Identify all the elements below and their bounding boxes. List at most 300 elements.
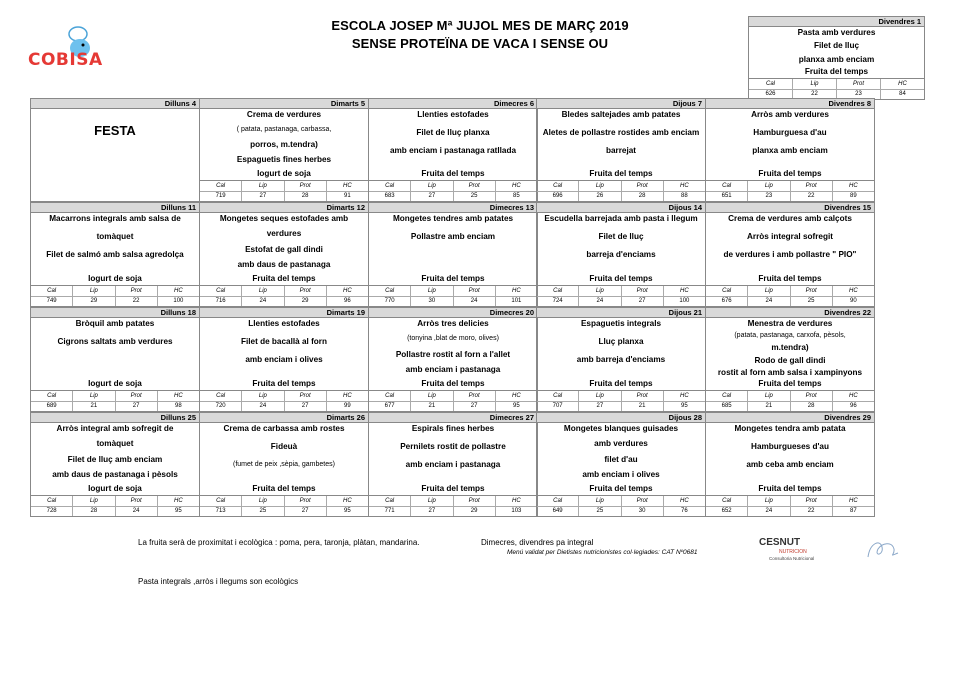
- menu-dish: Fruita del temps: [421, 379, 485, 388]
- nutrition-value: 26: [579, 191, 621, 201]
- day-header: Dimarts 19: [200, 308, 368, 318]
- nutrition-value: 29: [285, 296, 327, 306]
- nutrition-label: Lip: [579, 286, 621, 296]
- nutrition-label: Prot: [622, 391, 664, 401]
- nutrition-label: Prot: [285, 496, 327, 506]
- nutrition-label: Prot: [116, 496, 158, 506]
- nutrition-value: 84: [899, 91, 906, 97]
- nutrition-value: 101: [511, 298, 522, 304]
- day-header: Dimecres 6: [369, 99, 537, 109]
- nutrition-value: 719: [200, 191, 242, 201]
- menu-dish: Fruita del temps: [589, 379, 653, 388]
- nutrition-value: 696: [537, 191, 579, 201]
- menu-dish: amb verdures: [594, 439, 648, 449]
- nutrition-value: 749: [31, 296, 73, 306]
- nutrition-value: 713: [200, 506, 242, 516]
- menu-dish: tomàquet: [96, 232, 134, 241]
- nutrition-label: Cal: [706, 181, 748, 191]
- nutrition-value: 23: [748, 191, 790, 201]
- menu-dish: Arròs integral amb sofregit de: [56, 424, 174, 433]
- day-header: Dijous 28: [537, 413, 705, 423]
- cesnut-logo: [755, 533, 825, 567]
- day-cell-d28: [536, 412, 706, 517]
- nutrition-value: 25: [579, 506, 621, 516]
- nutrition-value: 30: [622, 506, 664, 516]
- nutrition-label: HC: [898, 81, 907, 87]
- nutrition-table: [369, 495, 537, 516]
- nutrition-value: 21: [73, 401, 115, 411]
- nutrition-value: 27: [285, 506, 327, 516]
- nutrition-label: Prot: [622, 286, 664, 296]
- nutrition-value: 685: [706, 401, 748, 411]
- nutrition-value: 22: [791, 191, 833, 201]
- nutrition-value: 24: [242, 401, 284, 411]
- nutrition-value: 25: [454, 191, 496, 201]
- nutrition-table: [200, 180, 368, 201]
- cesnut-logo-sub2: Consultoria Nutricional: [769, 556, 815, 561]
- nutrition-value: 651: [706, 191, 748, 201]
- nutrition-label: HC: [174, 393, 183, 399]
- nutrition-label: Prot: [285, 391, 327, 401]
- nutrition-value: 95: [344, 508, 351, 514]
- nutrition-label: HC: [849, 183, 858, 189]
- nutrition-table: [537, 390, 705, 411]
- day-header: Dijous 21: [537, 308, 705, 318]
- nutrition-label: HC: [680, 183, 689, 189]
- nutrition-label: HC: [849, 393, 858, 399]
- nutrition-value: 103: [511, 508, 522, 514]
- menu-dish: Pollastre rostit al forn a l'allet: [395, 349, 511, 359]
- menu-dish: Fideuà: [270, 442, 298, 451]
- nutrition-value: 683: [369, 191, 411, 201]
- menu-dish: Fruita del temps: [252, 484, 316, 493]
- menu-dish: Espaguetis integrals: [580, 319, 662, 328]
- nutrition-value: 24: [454, 296, 496, 306]
- nutrition-label: HC: [343, 393, 352, 399]
- nutrition-value: 22: [793, 89, 837, 99]
- nutrition-label: HC: [512, 183, 521, 189]
- menu-dish: Crema de carbassa amb rostes: [223, 424, 345, 433]
- holiday-label: FESTA: [94, 123, 136, 138]
- nutrition-table: [31, 495, 199, 516]
- nutrition-label: Lip: [242, 496, 284, 506]
- nutrition-value: 87: [850, 508, 857, 514]
- nutrition-label: Prot: [791, 286, 833, 296]
- menu-dish: Lluç planxa: [598, 337, 644, 346]
- nutrition-value: 27: [622, 296, 664, 306]
- menu-dish: Llenties estofades: [417, 110, 489, 119]
- nutrition-value: 100: [679, 298, 690, 304]
- nutrition-value: 652: [706, 506, 748, 516]
- menu-dish: Crema de verdures: [246, 110, 322, 119]
- day-header: Dimarts 26: [200, 413, 368, 423]
- nutrition-label: Prot: [791, 391, 833, 401]
- nutrition-value: 29: [73, 296, 115, 306]
- day-header: Dimarts 5: [200, 99, 368, 109]
- nutrition-table: [369, 180, 537, 201]
- day-cell-d20: [368, 307, 538, 412]
- nutrition-label: Prot: [454, 286, 496, 296]
- nutrition-label: Lip: [242, 181, 284, 191]
- nutrition-label: Cal: [537, 496, 579, 506]
- nutrition-value: 95: [681, 403, 688, 409]
- menu-dish: Filet de lluç planxa: [416, 128, 490, 137]
- page-title: ESCOLA JOSEP Mª JUJOL MES DE MARÇ 2019: [331, 18, 629, 33]
- menu-dish: Menestra de verdures: [747, 319, 833, 328]
- menu-dish: Iogurt de soja: [88, 379, 142, 388]
- nutrition-value: 91: [344, 193, 351, 199]
- day-header: Dilluns 18: [31, 308, 199, 318]
- nutrition-label: HC: [849, 288, 858, 294]
- nutrition-table: [200, 285, 368, 306]
- nutrition-value: 98: [175, 403, 182, 409]
- menu-dish: Aletes de pollastre rostides amb enciam: [542, 128, 700, 137]
- nutrition-value: 770: [369, 296, 411, 306]
- day-cell-d15: [705, 202, 875, 307]
- menu-dish: amb enciam i pastanaga: [405, 460, 501, 469]
- day-cell-d25: [30, 412, 200, 517]
- nutrition-value: 90: [850, 298, 857, 304]
- nutrition-value: 676: [706, 296, 748, 306]
- nutrition-label: Cal: [537, 181, 579, 191]
- nutrition-table: [31, 285, 199, 306]
- menu-dish: amb enciam i olives: [245, 355, 323, 364]
- day-header: Dijous 14: [537, 203, 705, 213]
- nutrition-label: Cal: [31, 286, 73, 296]
- nutrition-label: Lip: [748, 391, 790, 401]
- nutrition-label: Lip: [73, 496, 115, 506]
- menu-dish: amb enciam i pastanaga ratllada: [389, 146, 517, 155]
- nutrition-value: 25: [791, 296, 833, 306]
- signature-icon: [862, 535, 904, 565]
- menu-dish: Llenties estofades: [248, 319, 320, 328]
- day-header: Divendres 29: [706, 413, 874, 423]
- nutrition-value: 626: [749, 89, 793, 99]
- menu-dish: verdures: [266, 229, 302, 239]
- menu-dish: Fruita del temps: [589, 169, 653, 178]
- nutrition-value: 720: [200, 401, 242, 411]
- menu-dish: Fruita del temps: [589, 484, 653, 493]
- menu-dish: Bledes saltejades amb patates: [561, 110, 681, 119]
- nutrition-label: Lip: [411, 496, 453, 506]
- menu-dish: Arròs amb verdures: [751, 110, 829, 119]
- nutrition-value: 95: [513, 403, 520, 409]
- nutrition-label: Lip: [73, 286, 115, 296]
- nutrition-label: Prot: [791, 181, 833, 191]
- nutrition-table: [749, 78, 924, 99]
- nutrition-value: 28: [622, 191, 664, 201]
- nutrition-value: 771: [369, 506, 411, 516]
- menu-dish: de verdures i amb pollastre " PIO": [723, 250, 857, 259]
- day-cell-d7: [536, 98, 706, 202]
- day-header: Divendres 22: [706, 308, 874, 318]
- nutrition-table: [31, 390, 199, 411]
- nutrition-label: Cal: [200, 496, 242, 506]
- menu-dish: Macarrons integrals amb salsa de: [49, 214, 181, 223]
- menu-dish: rostit al forn amb salsa i xampinyons: [717, 367, 863, 377]
- menu-dish: Estofat de gall dindi: [245, 244, 323, 254]
- nutrition-label: HC: [849, 498, 858, 504]
- nutrition-value: 27: [411, 191, 453, 201]
- nutrition-value: 27: [411, 506, 453, 516]
- nutrition-label: Cal: [706, 286, 748, 296]
- nutrition-value: 649: [537, 506, 579, 516]
- nutrition-table: [706, 390, 874, 411]
- nutrition-value: 89: [850, 193, 857, 199]
- day-cell-d19: [199, 307, 369, 412]
- nutrition-table: [537, 495, 705, 516]
- nutrition-value: 24: [242, 296, 284, 306]
- nutrition-label: Prot: [622, 496, 664, 506]
- day-header: Dimecres 27: [369, 413, 537, 423]
- menu-dish: amb ceba amb enciam: [746, 460, 834, 469]
- cesnut-logo-text: CESNUT: [759, 537, 801, 548]
- nutrition-label: HC: [174, 498, 183, 504]
- menu-dish: amb daus de pastanaga i pèsols: [52, 469, 178, 479]
- menu-dish: Fruita del temps: [421, 274, 485, 283]
- menu-dish: Fruita del temps: [758, 169, 822, 178]
- nutrition-label: Lip: [748, 496, 790, 506]
- nutrition-label: Cal: [749, 79, 793, 89]
- menu-dish: Rodo de gall dindi: [754, 355, 826, 365]
- day-header: Divendres 1: [749, 17, 924, 27]
- nutrition-value: 76: [681, 508, 688, 514]
- nutrition-label: Lip: [579, 391, 621, 401]
- menu-dish: planxa amb enciam: [798, 54, 875, 64]
- menu-dish: amb daus de pastanaga: [237, 259, 331, 269]
- day-cell-d11: [30, 202, 200, 307]
- nutrition-label: HC: [174, 288, 183, 294]
- nutrition-value: 24: [116, 506, 158, 516]
- day-header: Dimecres 13: [369, 203, 537, 213]
- nutrition-value: 24: [748, 296, 790, 306]
- menu-dish: (patata, pastanaga, carxofa, pèsols,: [734, 332, 846, 340]
- nutrition-value: 21: [411, 401, 453, 411]
- cobisa-logo: [28, 24, 103, 72]
- menu-dish: Espirals fines herbes: [411, 424, 495, 433]
- nutrition-label: HC: [343, 498, 352, 504]
- nutrition-label: Lip: [793, 79, 837, 89]
- nutrition-value: 23: [837, 89, 881, 99]
- nutrition-label: Prot: [116, 391, 158, 401]
- nutrition-label: Cal: [31, 391, 73, 401]
- menu-dish: Fruita del temps: [758, 484, 822, 493]
- menu-dish: tomàquet: [96, 439, 134, 449]
- nutrition-label: Lip: [242, 391, 284, 401]
- day-header: Divendres 15: [706, 203, 874, 213]
- nutrition-value: 22: [791, 506, 833, 516]
- day-header: Dilluns 25: [31, 413, 199, 423]
- day-cell-d29: [705, 412, 875, 517]
- nutrition-value: 689: [31, 401, 73, 411]
- day-cell-d1: [748, 16, 925, 100]
- nutrition-label: Lip: [579, 496, 621, 506]
- day-cell-d4: [30, 98, 200, 202]
- menu-dish: Filet de lluç amb enciam: [67, 454, 163, 464]
- menu-dish: (tonyina ,blat de moro, olives): [407, 335, 499, 343]
- menu-dish: Mongetes blanques guisades: [563, 424, 679, 433]
- nutrition-label: Cal: [706, 391, 748, 401]
- menu-dish: barreja d'enciams: [586, 250, 656, 259]
- nutrition-table: [200, 495, 368, 516]
- menu-dish: Crema de verdures amb calçots: [728, 214, 852, 223]
- nutrition-label: HC: [680, 288, 689, 294]
- nutrition-value: 21: [748, 401, 790, 411]
- menu-dish: amb enciam i pastanaga: [405, 364, 501, 374]
- day-cell-d14: [536, 202, 706, 307]
- nutrition-label: HC: [512, 393, 521, 399]
- day-cell-d5: [199, 98, 369, 202]
- menu-dish: filet d'au: [604, 454, 638, 464]
- nutrition-label: Lip: [748, 286, 790, 296]
- nutrition-label: Lip: [411, 391, 453, 401]
- nutrition-label: Prot: [285, 181, 327, 191]
- cesnut-logo-sub: NUTRICION: [779, 549, 807, 555]
- nutrition-label: Lip: [748, 181, 790, 191]
- nutrition-label: Prot: [285, 286, 327, 296]
- day-cell-d27: [368, 412, 538, 517]
- menu-dish: porros, m.tendra): [250, 140, 318, 149]
- menu-dish: Fruita del temps: [421, 169, 485, 178]
- menu-dish: barrejat: [605, 146, 637, 155]
- page-subtitle: SENSE PROTEÏNA DE VACA I SENSE OU: [351, 36, 609, 51]
- nutrition-value: 28: [285, 191, 327, 201]
- menu-dish: Bròquil amb patates: [75, 319, 155, 328]
- nutrition-label: HC: [680, 498, 689, 504]
- nutrition-label: Prot: [454, 496, 496, 506]
- nutrition-value: 88: [681, 193, 688, 199]
- nutrition-label: HC: [512, 498, 521, 504]
- nutrition-label: Prot: [454, 181, 496, 191]
- menu-dish: Iogurt de soja: [257, 169, 311, 178]
- day-header: Divendres 8: [706, 99, 874, 109]
- menu-dish: Fruita del temps: [252, 274, 316, 283]
- menu-dish: ( patata, pastanaga, carbassa,: [236, 126, 332, 133]
- menu-dish: Mongetes seques estofades amb: [219, 214, 349, 223]
- nutrition-value: 99: [344, 403, 351, 409]
- day-cell-d6: [368, 98, 538, 202]
- nutrition-value: 100: [173, 298, 184, 304]
- nutrition-table: [200, 390, 368, 411]
- nutrition-label: Lip: [411, 181, 453, 191]
- menu-dish: Filet de bacallà al forn: [241, 337, 327, 346]
- day-cell-d12: [199, 202, 369, 307]
- menu-dish: Hamburgueses d'au: [751, 442, 829, 451]
- nutrition-label: Prot: [454, 391, 496, 401]
- nutrition-value: 728: [31, 506, 73, 516]
- day-header: Dijous 7: [537, 99, 705, 109]
- nutrition-label: Prot: [837, 79, 881, 89]
- nutrition-value: 95: [175, 508, 182, 514]
- menu-dish: Iogurt de soja: [88, 274, 142, 283]
- day-cell-d21: [536, 307, 706, 412]
- nutrition-value: 30: [411, 296, 453, 306]
- menu-dish: Fruita del temps: [252, 379, 316, 388]
- nutrition-label: Prot: [116, 286, 158, 296]
- menu-dish: Hamburguesa d'au: [753, 128, 827, 137]
- day-cell-d13: [368, 202, 538, 307]
- menu-dish: Filet de salmó amb salsa agredolça: [46, 250, 184, 259]
- nutrition-table: [706, 285, 874, 306]
- menu-dish: Pollastre amb enciam: [410, 232, 496, 241]
- day-cell-d8: [705, 98, 875, 202]
- validation-note: Menú validat per Dietistes nutricionistes col·legiades: CAT Nº0681: [507, 549, 698, 556]
- day-cell-d26: [199, 412, 369, 517]
- nutrition-value: 27: [454, 401, 496, 411]
- menu-dish: Filet de lluç: [598, 232, 644, 241]
- day-cell-d18: [30, 307, 200, 412]
- nutrition-value: 27: [285, 401, 327, 411]
- nutrition-label: Prot: [791, 496, 833, 506]
- nutrition-label: Prot: [622, 181, 664, 191]
- nutrition-value: 22: [116, 296, 158, 306]
- nutrition-table: [537, 180, 705, 201]
- menu-dish: m.tendra): [771, 343, 809, 353]
- menu-dish: Fruita del temps: [758, 379, 822, 388]
- fruit-note: La fruita serà de proximitat i ecològica : poma, pera, taronja, plàtan, mandarina.: [138, 538, 420, 547]
- day-header: Dilluns 4: [31, 99, 199, 109]
- day-header: Dilluns 11: [31, 203, 199, 213]
- nutrition-label: HC: [512, 288, 521, 294]
- menu-dish: Cigrons saltats amb verdures: [57, 337, 173, 346]
- menu-dish: planxa amb enciam: [752, 146, 828, 155]
- nutrition-value: 24: [748, 506, 790, 516]
- nutrition-table: [369, 285, 537, 306]
- nutrition-value: 21: [622, 401, 664, 411]
- eco-note: Pasta integrals ,arròs i llegums son ecològics: [138, 577, 299, 586]
- nutrition-value: 27: [242, 191, 284, 201]
- nutrition-label: Cal: [369, 181, 411, 191]
- nutrition-label: Cal: [369, 286, 411, 296]
- nutrition-value: 27: [116, 401, 158, 411]
- nutrition-table: [706, 180, 874, 201]
- menu-dish: amb barreja d'enciams: [576, 355, 666, 364]
- menu-dish: Mongetes tendra amb patata: [734, 424, 846, 433]
- nutrition-label: Cal: [369, 391, 411, 401]
- nutrition-value: 27: [579, 401, 621, 411]
- menu-dish: amb enciam i olives: [582, 469, 660, 479]
- menu-dish: Filet de lluç: [813, 41, 860, 51]
- nutrition-value: 25: [242, 506, 284, 516]
- nutrition-label: Lip: [579, 181, 621, 191]
- nutrition-value: 85: [513, 193, 520, 199]
- nutrition-label: Cal: [31, 496, 73, 506]
- menu-dish: Pasta amb verdures: [797, 28, 876, 37]
- nutrition-label: Lip: [242, 286, 284, 296]
- nutrition-label: HC: [343, 183, 352, 189]
- menu-dish: Fruita del temps: [804, 67, 869, 76]
- nutrition-value: 28: [791, 401, 833, 411]
- nutrition-label: HC: [343, 288, 352, 294]
- menu-dish: Pernilets rostit de pollastre: [400, 442, 506, 451]
- menu-dish: Espaguetis fines herbes: [236, 155, 332, 164]
- nutrition-value: 724: [537, 296, 579, 306]
- nutrition-label: Cal: [200, 286, 242, 296]
- nutrition-table: [369, 390, 537, 411]
- day-header: Dimarts 12: [200, 203, 368, 213]
- nutrition-label: Cal: [369, 496, 411, 506]
- nutrition-table: [706, 495, 874, 516]
- nutrition-label: Lip: [411, 286, 453, 296]
- nutrition-label: Cal: [537, 286, 579, 296]
- cobisa-logo-text: COBISA: [28, 50, 103, 70]
- menu-dish: Mongetes tendres amb patates: [392, 214, 514, 223]
- nutrition-value: 28: [73, 506, 115, 516]
- menu-dish: (fumet de peix ,sèpia, gambetes): [233, 461, 335, 468]
- nutrition-value: 96: [850, 403, 857, 409]
- day-cell-d22: [705, 307, 875, 412]
- nutrition-value: 707: [537, 401, 579, 411]
